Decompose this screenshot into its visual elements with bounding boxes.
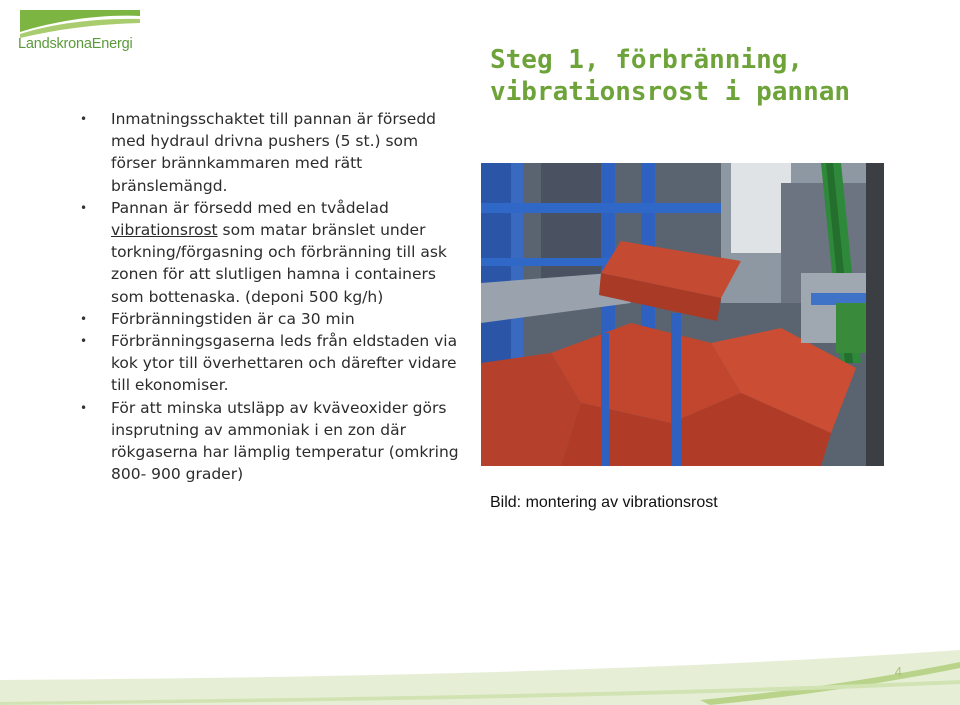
- vibrationsrost-link[interactable]: vibrationsrost: [111, 221, 218, 240]
- footer-swoosh: [0, 640, 960, 705]
- bullet-item: • Pannan är försedd med en tvådelad vibrationsrost som matar bränslet under torkning/förgasning och förbränning till ask zonen för att slutligen hamna i containers som bottenaska. (deponi 500 kg/h): [80, 197, 460, 308]
- bullet-list: [80, 108, 460, 485]
- bullet-item: • För att minska utsläpp av kväveoxider görs insprutning av ammoniak i en zon där rökgaserna har lämplig temperatur (omkring 800- 900 grader): [80, 397, 460, 486]
- vibrationsrost-photo: [481, 163, 884, 466]
- page-number: 4: [894, 664, 902, 679]
- slide-title: Steg 1, förbränning, vibrationsrost i pannan: [490, 45, 851, 107]
- bullet-item: • Förbränningstiden är ca 30 min: [80, 308, 460, 330]
- bullet-item: • Inmatningsschaktet till pannan är försedd med hydraul drivna pushers (5 st.) som förser brännkammaren med rätt bränslemängd.: [80, 108, 460, 197]
- logo-wordmark: LandskronaEnergi: [18, 36, 133, 52]
- photo-caption: Bild: montering av vibrationsrost: [490, 494, 718, 511]
- bullet-item: • Förbränningsgaserna leds från eldstaden via kok ytor till överhettaren och därefter vidare till ekonomiser.: [80, 330, 460, 397]
